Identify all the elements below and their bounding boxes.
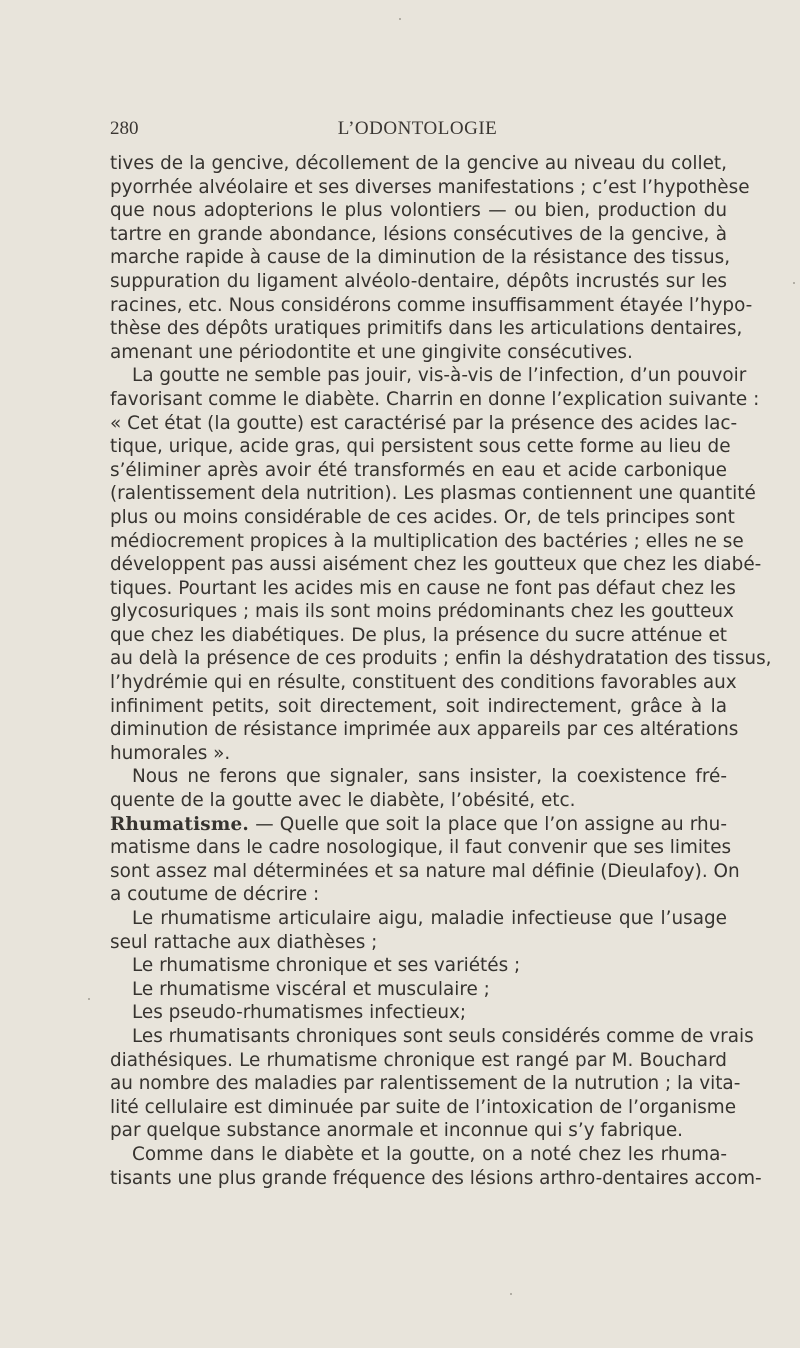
text-line: quente de la goutte avec le diabète, l’obésité, etc. — [110, 790, 576, 812]
text-line: racines, etc. Nous considérons comme insuffisamment étayée l’hypo- — [110, 294, 753, 316]
text-line: l’hydrémie qui en résulte, constituent des conditions favorables aux — [110, 672, 737, 694]
text-line: Le rhumatisme articulaire aigu, maladie infectieuse que l’usage — [132, 908, 727, 929]
text-line: La goutte ne semble pas jouir, vis-à-vis de l’infection, d’un pouvoir — [132, 365, 747, 387]
text-line: diathésiques. Le rhumatisme chronique est rangé par M. Bouchard — [110, 1049, 727, 1071]
text-line: seul rattache aux diathèses ; — [110, 931, 378, 953]
text-line: pyorrhée alvéolaire et ses diverses manifestations ; c’est l’hypothèse — [110, 176, 750, 198]
text-line: (ralentissement dela nutrition). Les plasmas contiennent une quantité — [110, 483, 756, 505]
paper-speck — [510, 1293, 512, 1295]
text-line: amenant une périodontite et une gingivite consécutives. — [110, 341, 633, 363]
text-line: humorales ». — [110, 742, 231, 764]
text-line: Les pseudo-rhumatismes infectieux; — [132, 1002, 467, 1024]
text-line: marche rapide à cause de la diminution de la résistance des tissus, — [110, 247, 731, 269]
text-line: au delà la présence de ces produits ; enfin la déshydratation des tissus, — [110, 648, 772, 670]
text-line: Le rhumatisme chronique et ses variétés ; — [132, 955, 521, 977]
text-line: tives de la gencive, décollement de la gencive au niveau du collet, — [110, 153, 727, 174]
text-line: que chez les diabétiques. De plus, la présence du sucre atténue et — [110, 624, 727, 646]
text-line: plus ou moins considérable de ces acides. Or, de tels principes sont — [110, 506, 735, 528]
paper-speck — [399, 18, 401, 20]
text-line: infiniment petits, soit directement, soit indirectement, grâce à la — [110, 695, 727, 717]
text-line: suppuration du ligament alvéolo-dentaire, dépôts incrustés sur les — [110, 270, 727, 292]
text-line: favorisant comme le diabète. Charrin en donne l’explication suivante : — [110, 388, 760, 410]
text-line: tique, urique, acide gras, qui persistent sous cette forme au lieu de — [110, 436, 731, 458]
text-line: Les rhumatisants chroniques sont seuls considérés comme de vrais — [132, 1025, 754, 1047]
text-line: diminution de résistance imprimée aux appareils par ces altérations — [110, 719, 739, 741]
text-line: Quelle que soit la place que l’on assigne au rhu- — [279, 813, 727, 835]
text-line: par quelque substance anormale et inconnue qui s’y fabrique. — [110, 1120, 684, 1142]
text-line: au nombre des maladies par ralentissement de la nutrution ; la vita- — [110, 1073, 741, 1095]
page-header — [110, 118, 725, 144]
text-line: thèse des dépôts uratiques primitifs dans les articulations dentaires, — [110, 318, 743, 340]
text-line: tisants une plus grande fréquence des lésions arthro-dentaires accom- — [110, 1167, 762, 1189]
paper-speck — [793, 282, 795, 284]
section-heading-rhumatisme: Rhumatisme. — [110, 813, 249, 835]
text-line: a coutume de décrire : — [110, 884, 320, 906]
text-line: sont assez mal déterminées et sa nature mal définie (Dieulafoy). On — [110, 860, 740, 882]
text-line: médiocrement propices à la multiplication des bactéries ; elles ne se — [110, 530, 744, 552]
page-number: 280 — [110, 118, 139, 139]
text-line: glycosuriques ; mais ils sont moins prédominants chez les goutteux — [110, 601, 734, 623]
body-text — [110, 152, 772, 1190]
text-line: s’éliminer après avoir été transformés en eau et acide carbonique — [110, 459, 727, 481]
text-line: tartre en grande abondance, lésions consécutives de la gencive, à — [110, 223, 727, 245]
text-line: développent pas aussi aisément chez les goutteux que chez les diabé- — [110, 554, 762, 576]
text-line: matisme dans le cadre nosologique, il faut convenir que ses limites — [110, 837, 732, 859]
text-line: tiques. Pourtant les acides mis en cause ne font pas défaut chez les — [110, 577, 736, 599]
text-line: Nous ne ferons que signaler, sans insister, la coexistence fré- — [132, 766, 727, 788]
text-line: lité cellulaire est diminuée par suite de l’intoxication de l’organisme — [110, 1096, 737, 1118]
rhumatisme-heading-line — [110, 813, 727, 837]
heading-dash: — — [249, 813, 280, 835]
text-line: Comme dans le diabète et la goutte, on a noté chez les rhuma- — [132, 1143, 727, 1165]
paper-speck — [88, 998, 90, 1000]
text-line: « Cet état (la goutte) est caractérisé par la présence des acides lac- — [110, 412, 738, 434]
text-line: Le rhumatisme viscéral et musculaire ; — [132, 978, 490, 1000]
running-title: L’ODONTOLOGIE — [337, 118, 498, 139]
text-line: que nous adopterions le plus volontiers — ou bien, production du — [110, 200, 727, 222]
